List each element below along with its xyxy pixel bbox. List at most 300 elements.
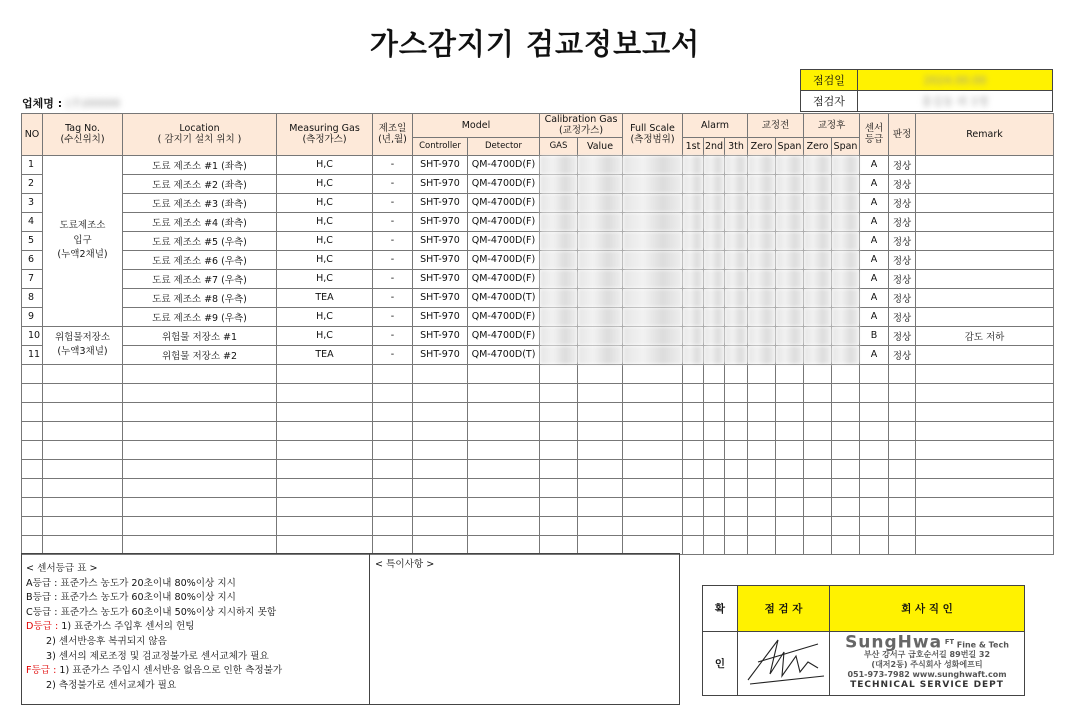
cell-hidden-value [804,326,832,345]
cell-grade: A [860,231,889,250]
cell-mfg [373,421,413,440]
cell-hidden-value [578,421,623,440]
cell-hidden-value [804,459,832,478]
cell-hidden-value [776,402,804,421]
cell-hidden-value [832,250,860,269]
table-row [22,497,1054,516]
cell-no [22,459,43,478]
cell-hidden-value [704,440,725,459]
cell-hidden-value [623,174,683,193]
cell-hidden-value [804,535,832,554]
special-notes [370,553,680,705]
cell-tag [43,535,123,554]
cell-detector: QM-4700D(F) [468,269,540,288]
cell-hidden-value [540,231,578,250]
cell-hidden-value [540,459,578,478]
cell-judge [889,421,916,440]
header-remark: Remark [916,114,1054,156]
cell-remark [916,288,1054,307]
grade-d-3: 3) 센서의 제로조정 및 검교정불가로 센서교체가 필요 [46,650,269,662]
cell-detector: QM-4700D(F) [468,231,540,250]
calibration-table [21,113,1054,555]
cell-hidden-value [704,288,725,307]
cell-remark [916,269,1054,288]
inspector-value: 홍길동 외 1명 [858,91,1053,112]
cell-hidden-value [776,307,804,326]
cell-hidden-value [748,516,776,535]
cell-hidden-value [683,155,704,174]
cell-hidden-value [748,364,776,383]
sensor-grade-notes [21,553,370,705]
cell-gas [277,459,373,478]
cell-hidden-value [748,155,776,174]
cell-hidden-value [704,364,725,383]
header-model: Model [413,114,540,138]
cell-hidden-value [683,535,704,554]
cell-mfg [373,497,413,516]
cell-hidden-value [578,497,623,516]
company-name [22,95,120,111]
cell-hidden-value [832,212,860,231]
cell-hidden-value [683,345,704,364]
cell-mfg: - [373,345,413,364]
cell-hidden-value [704,269,725,288]
cell-hidden-value [832,326,860,345]
cell-location [123,421,277,440]
cell-hidden-value [540,516,578,535]
cell-hidden-value [804,497,832,516]
cell-hidden-value [578,326,623,345]
cell-hidden-value [725,174,748,193]
cell-hidden-value [748,497,776,516]
cell-hidden-value [748,535,776,554]
header-judge: 판정 [889,114,916,156]
cell-tag [43,383,123,402]
cell-hidden-value [704,193,725,212]
cell-hidden-value [623,288,683,307]
cell-hidden-value [540,193,578,212]
cell-gas: H,C [277,212,373,231]
cell-hidden-value [540,174,578,193]
company-value: (주)00000 [66,97,121,110]
cell-hidden-value [748,345,776,364]
cell-hidden-value [623,421,683,440]
cell-mfg: - [373,269,413,288]
cell-hidden-value [748,288,776,307]
cell-hidden-value [578,459,623,478]
cell-hidden-value [540,535,578,554]
cell-remark [916,307,1054,326]
cell-remark [916,497,1054,516]
cell-controller [413,516,468,535]
cell-hidden-value [578,174,623,193]
cell-hidden-value [540,421,578,440]
cell-hidden-value [725,402,748,421]
cell-hidden-value [540,269,578,288]
cell-detector [468,440,540,459]
cell-mfg [373,478,413,497]
cell-hidden-value [623,155,683,174]
cell-judge [889,364,916,383]
cell-hidden-value [623,231,683,250]
cell-hidden-value [804,516,832,535]
cell-location [123,364,277,383]
cell-no: 6 [22,250,43,269]
cell-hidden-value [540,497,578,516]
cell-hidden-value [704,402,725,421]
cell-hidden-value [748,231,776,250]
cell-hidden-value [832,269,860,288]
cell-hidden-value [578,402,623,421]
cell-remark [916,421,1054,440]
cell-hidden-value [540,250,578,269]
cell-mfg: - [373,231,413,250]
cell-hidden-value [683,307,704,326]
cell-no [22,383,43,402]
cell-hidden-value [748,269,776,288]
company-label: 업체명 : [22,97,63,110]
cell-remark [916,516,1054,535]
cell-hidden-value [832,364,860,383]
cell-hidden-value [704,421,725,440]
cell-tag [43,497,123,516]
cell-hidden-value [804,478,832,497]
cell-remark [916,440,1054,459]
cell-hidden-value [832,155,860,174]
cell-hidden-value [832,516,860,535]
cell-controller [413,478,468,497]
table-row [22,193,1054,212]
cell-tag-group-2: 위험물저장소 (누액3채널) [43,326,123,364]
cell-judge: 정상 [889,269,916,288]
header-measuring-gas: Measuring Gas (측정가스) [277,114,373,156]
cell-detector [468,364,540,383]
cell-grade [860,440,889,459]
cell-gas [277,535,373,554]
cell-detector: QM-4700D(F) [468,174,540,193]
cell-judge [889,497,916,516]
cell-hidden-value [804,288,832,307]
cell-grade: A [860,212,889,231]
cell-hidden-value [704,383,725,402]
cell-judge: 정상 [889,174,916,193]
cell-hidden-value [704,535,725,554]
cell-hidden-value [776,535,804,554]
cell-hidden-value [725,421,748,440]
cell-detector: QM-4700D(F) [468,307,540,326]
cell-hidden-value [578,269,623,288]
grade-d: D등급 : 1) 표준가스 주입후 센서의 헌팅 [26,621,195,633]
table-row [22,326,1054,345]
cell-controller [413,459,468,478]
cell-location [123,383,277,402]
cell-hidden-value [832,478,860,497]
cell-no: 11 [22,345,43,364]
cell-hidden-value [748,307,776,326]
cell-judge [889,516,916,535]
grade-f: F등급 : 1) 표준가스 주입시 센서반응 없음으로 인한 측정불가 [26,665,283,677]
cell-hidden-value [540,364,578,383]
table-row [22,440,1054,459]
table-row [22,250,1054,269]
company-stamp: SungHwa $^{FT}$ Fine & Tech 부산 강서구 급호순서길 89번길 32 (대저2동) 주식회사 성화에프티 051-973-7982 www.sunghwaft.com TECHNICAL SERVICE DEPT [830,632,1025,696]
cell-remark [916,231,1054,250]
cell-location: 도료 제조소 #4 (좌측) [123,212,277,231]
cell-hidden-value [623,193,683,212]
cell-hidden-value [748,478,776,497]
cell-controller: SHT-970 [413,231,468,250]
header-grade: 센서 등급 [860,114,889,156]
cell-no: 4 [22,212,43,231]
cell-gas: H,C [277,307,373,326]
report-title: 가스감지기 검교정보고서 [369,27,701,61]
header-mfg-date: 제조일 (년,월) [373,114,413,156]
header-no: NO [22,114,43,156]
cell-hidden-value [704,326,725,345]
cell-hidden-value [704,231,725,250]
cell-hidden-value [804,345,832,364]
cell-hidden-value [776,516,804,535]
cell-controller [413,497,468,516]
grade-f-2: 2) 측정불가로 센서교체가 필요 [46,679,177,691]
cell-hidden-value [578,345,623,364]
cell-hidden-value [540,440,578,459]
header-after: 교정후 [804,114,860,138]
cell-no: 2 [22,174,43,193]
cell-hidden-value [804,364,832,383]
cell-grade [860,402,889,421]
cell-hidden-value [725,345,748,364]
cell-hidden-value [725,193,748,212]
cell-hidden-value [776,440,804,459]
cell-hidden-value [704,155,725,174]
cell-judge: 정상 [889,288,916,307]
table-row [22,307,1054,326]
table-row [22,174,1054,193]
cell-hidden-value [725,231,748,250]
cell-hidden-value [725,478,748,497]
cell-hidden-value [578,250,623,269]
cell-controller: SHT-970 [413,193,468,212]
cell-judge: 정상 [889,212,916,231]
cell-hidden-value [683,440,704,459]
header-alarm: Alarm [683,114,748,138]
cell-detector: QM-4700D(T) [468,345,540,364]
cell-no: 3 [22,193,43,212]
cell-hidden-value [578,155,623,174]
cell-controller [413,535,468,554]
cell-hidden-value [540,212,578,231]
cell-detector [468,383,540,402]
cell-hidden-value [623,402,683,421]
cell-remark [916,459,1054,478]
header-after-zero: Zero [804,137,832,155]
cell-hidden-value [748,421,776,440]
cell-gas [277,364,373,383]
cell-gas: H,C [277,269,373,288]
cell-location: 도료 제조소 #1 (좌측) [123,155,277,174]
cell-hidden-value [623,383,683,402]
cell-hidden-value [623,326,683,345]
table-row [22,212,1054,231]
cell-hidden-value [725,535,748,554]
cell-location: 위험물 저장소 #2 [123,345,277,364]
cell-location: 도료 제조소 #6 (우측) [123,250,277,269]
cell-hidden-value [832,345,860,364]
cell-grade: A [860,307,889,326]
cell-tag-group-1: 도료제조소 입구 (누액2채널) [43,155,123,326]
cell-no [22,364,43,383]
cell-hidden-value [704,212,725,231]
cell-controller: SHT-970 [413,345,468,364]
cell-judge: 정상 [889,307,916,326]
cell-hidden-value [832,174,860,193]
cell-hidden-value [623,535,683,554]
cell-hidden-value [748,326,776,345]
cell-detector [468,459,540,478]
cell-location: 도료 제조소 #2 (좌측) [123,174,277,193]
grade-b: B등급 : 표준가스 농도가 60초이내 80%이상 지시 [26,592,236,604]
table-row [22,345,1054,364]
cell-mfg [373,402,413,421]
grade-d-2: 2) 센서반응후 복귀되지 않음 [46,635,167,647]
cell-hidden-value [776,364,804,383]
header-after-span: Span [832,137,860,155]
confirm-label-1: 확 [703,586,738,632]
cell-controller [413,383,468,402]
cell-hidden-value [683,174,704,193]
cell-grade: A [860,345,889,364]
cell-hidden-value [683,478,704,497]
inspection-date-label: 점검일 [801,70,858,91]
cell-hidden-value [776,478,804,497]
cell-controller: SHT-970 [413,307,468,326]
cell-hidden-value [578,288,623,307]
cell-hidden-value [683,383,704,402]
cell-hidden-value [540,478,578,497]
cell-no [22,516,43,535]
cell-hidden-value [704,516,725,535]
cell-hidden-value [776,288,804,307]
cell-hidden-value [725,250,748,269]
cell-controller: SHT-970 [413,288,468,307]
cell-hidden-value [578,364,623,383]
cell-mfg: - [373,174,413,193]
cell-hidden-value [776,155,804,174]
cell-hidden-value [683,231,704,250]
cell-mfg [373,516,413,535]
cell-location: 도료 제조소 #8 (우측) [123,288,277,307]
cell-hidden-value [776,383,804,402]
table-row [22,364,1054,383]
cell-mfg [373,459,413,478]
cell-gas [277,497,373,516]
cell-remark: 감도 저하 [916,326,1054,345]
cell-gas [277,421,373,440]
cell-no: 10 [22,326,43,345]
confirmation-box [702,585,1025,696]
cell-remark [916,383,1054,402]
cell-hidden-value [704,307,725,326]
table-row [22,383,1054,402]
cell-controller [413,440,468,459]
cell-location: 위험물 저장소 #1 [123,326,277,345]
cell-hidden-value [804,250,832,269]
cell-hidden-value [832,307,860,326]
cell-hidden-value [832,383,860,402]
cell-mfg: - [373,155,413,174]
inspector-signature [738,632,830,696]
cell-hidden-value [804,155,832,174]
cell-judge [889,402,916,421]
cell-hidden-value [683,421,704,440]
cell-judge: 정상 [889,231,916,250]
cell-judge [889,440,916,459]
cell-hidden-value [776,326,804,345]
cell-hidden-value [578,383,623,402]
cell-hidden-value [725,307,748,326]
cell-hidden-value [748,212,776,231]
cell-hidden-value [804,402,832,421]
cell-gas: TEA [277,345,373,364]
cell-controller [413,402,468,421]
cell-controller: SHT-970 [413,174,468,193]
table-row [22,535,1054,554]
cell-hidden-value [683,288,704,307]
cell-hidden-value [683,250,704,269]
cell-hidden-value [623,345,683,364]
cell-hidden-value [725,269,748,288]
cell-mfg: - [373,193,413,212]
cell-location [123,478,277,497]
inspection-date-value: 2024.00.00 [858,70,1053,91]
cell-hidden-value [832,402,860,421]
cell-detector: QM-4700D(F) [468,212,540,231]
cell-gas: H,C [277,193,373,212]
cell-hidden-value [776,212,804,231]
inspection-info [800,69,1053,112]
cell-location: 도료 제조소 #3 (좌측) [123,193,277,212]
cell-grade: A [860,193,889,212]
cell-hidden-value [683,193,704,212]
cell-grade [860,421,889,440]
cell-hidden-value [832,440,860,459]
cell-hidden-value [748,402,776,421]
cell-detector [468,535,540,554]
cell-grade: A [860,269,889,288]
cell-hidden-value [832,497,860,516]
cell-remark [916,402,1054,421]
notes-title: < 센서등급 표 > [26,563,98,574]
cell-hidden-value [725,516,748,535]
cell-grade [860,364,889,383]
cell-hidden-value [623,250,683,269]
cell-detector [468,516,540,535]
cell-gas [277,383,373,402]
cell-judge [889,478,916,497]
cell-remark [916,155,1054,174]
cell-hidden-value [683,516,704,535]
cell-hidden-value [578,516,623,535]
cell-grade: A [860,174,889,193]
cell-hidden-value [725,212,748,231]
cell-tag [43,478,123,497]
cell-judge [889,459,916,478]
table-row [22,459,1054,478]
table-row [22,421,1054,440]
cell-grade: A [860,155,889,174]
cell-remark [916,212,1054,231]
